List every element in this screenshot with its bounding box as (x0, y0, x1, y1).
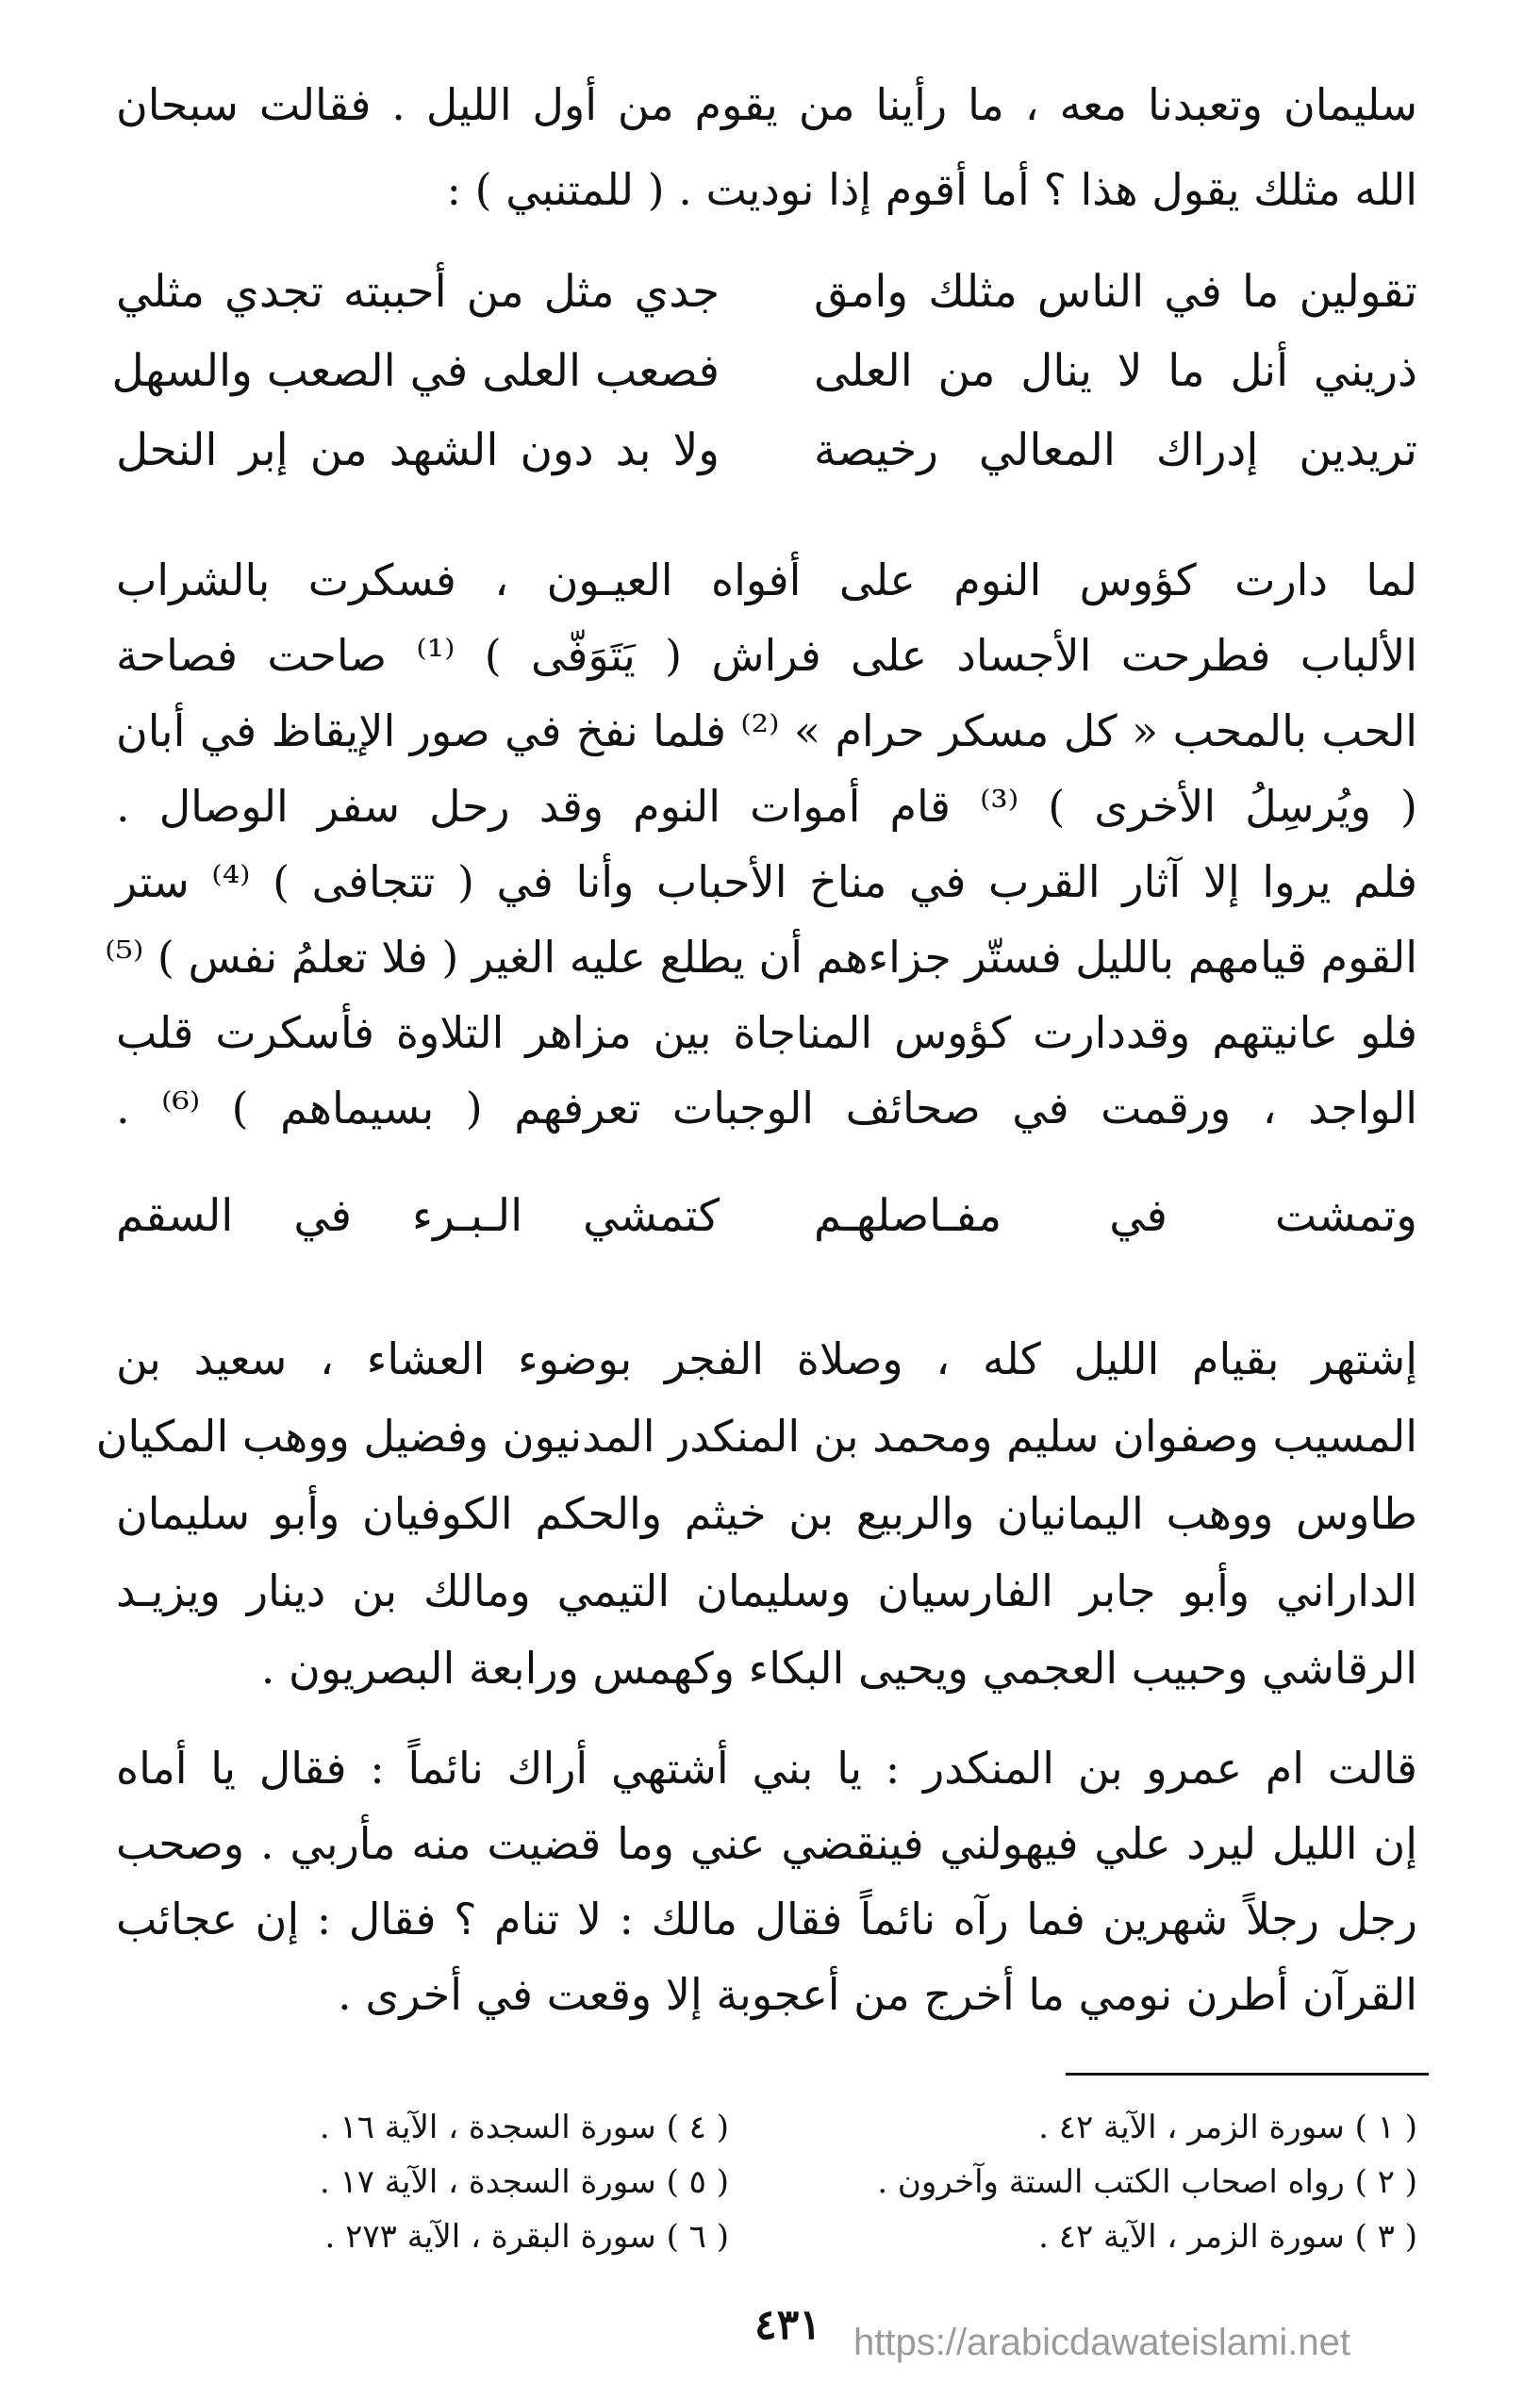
verse-first-hemistich: تريدين إدراك المعالي رخيصة (814, 424, 1417, 476)
text-line: سليمان وتعبدنا معه ، ما رأينا من يقوم من أول الليل . فقالت سبحان (116, 79, 1417, 130)
footnote: ( ٤ ) سورة السجدة ، الآية ١٦ . (319, 2109, 729, 2146)
page-number: ٤٣١ (754, 2301, 821, 2349)
text-line: الداراني وأبو جابر الفارسيان وسليمان التيمي ومالك بن دينار ويزيـد (116, 1565, 1417, 1616)
text-line: القرآن أطرن نومي ما أخرج من أعجوبة إلا وقعت في أخرى . (338, 1969, 1417, 2020)
text-line: فلو عانيتهم وقددارت كؤوس المناجاة بين مزاهر التلاوة فأسكرت قلب (116, 1007, 1417, 1058)
verse-second-hemistich: كتمشي الـبـرء في السقم (116, 1190, 720, 1242)
text-line: الألباب فطرحت الأجساد على فراش ( يَتَوَفّى ) ⁽¹⁾ صاحت فصاحة (116, 630, 1417, 681)
text-line: طاوس ووهب اليمانيان والربيع بن خيثم والحكم الكوفيان وأبو سليمان (116, 1488, 1417, 1539)
text-line: المسيب وصفوان سليم ومحمد بن المنكدر المدنيون وفضيل ووهب المكيان (95, 1411, 1417, 1462)
footnote: ( ٢ ) رواه اصحاب الكتب الستة وآخرون . (877, 2163, 1417, 2201)
footnote: ( ٦ ) سورة البقرة ، الآية ٢٧٣ . (324, 2218, 729, 2256)
footnote: ( ١ ) سورة الزمر ، الآية ٤٢ . (1038, 2109, 1417, 2146)
text-line: رجل رجلاً شهرين فما رآه نائماً فقال مالك : لا تنام ؟ فقال : إن عجائب (116, 1894, 1417, 1944)
footnote: ( ٥ ) سورة السجدة ، الآية ١٧ . (319, 2163, 729, 2201)
text-line: الواجد ، ورقمت في صحائف الوجبات تعرفهم ( بسيماهم ) ⁽⁶⁾ . (116, 1083, 1417, 1133)
text-line: القوم قيامهم بالليل فستّر جزاءهم أن يطلع عليه الغير ( فلا تعلمُ نفس ) ⁽⁵⁾ (105, 932, 1417, 983)
verse-second-hemistich: جدي مثل من أحببته تجدي مثلي (116, 266, 720, 318)
watermark-url: https://arabicdawateislami.net (853, 2322, 1350, 2363)
verse-second-hemistich: فصعب العلى في الصعب والسهل (111, 345, 720, 397)
text-line: الرقاشي وحبيب العجمي ويحيى البكاء وكهمس ورابعة البصريون . (260, 1643, 1417, 1694)
verse-first-hemistich: تقولين ما في الناس مثلك وامق (814, 266, 1417, 318)
verse-first-hemistich: وتمشت في مفـاصلهـم (814, 1190, 1417, 1242)
text-line: قالت ام عمرو بن المنكدر : يا بني أشتهي أراك نائماً : فقال يا أماه (116, 1743, 1417, 1794)
text-line: إن الليل ليرد علي فيهولني فينقضي عني وما قضيت منه مأربي . وصحب (116, 1818, 1417, 1869)
text-line: لما دارت كؤوس النوم على أفواه العيـون ، فسكرت بالشراب (116, 554, 1417, 605)
verse-first-hemistich: ذريني أنل ما لا ينال من العلى (814, 345, 1417, 397)
footnote: ( ٣ ) سورة الزمر ، الآية ٤٢ . (1038, 2218, 1417, 2256)
text-line: الله مثلك يقول هذا ؟ أما أقوم إذا نوديت . ( للمتنبي ) : (446, 164, 1417, 215)
text-line: إشتهر بقيام الليل كله ، وصلاة الفجر بوضوء العشاء ، سعيد بن (116, 1333, 1417, 1384)
verse-second-hemistich: ولا بد دون الشهد من إبر النحل (116, 424, 720, 476)
text-line: الحب بالمحب « كل مسكر حرام » ⁽²⁾ فلما نفخ في صور الإيقاظ في أبان (116, 705, 1417, 756)
text-line: ( ويُرسِلُ الأخرى ) ⁽³⁾ قام أموات النوم وقد رحل سفر الوصال . (116, 781, 1418, 832)
footnote-divider (1066, 2073, 1429, 2076)
text-line: فلم يروا إلا آثار القرب في مناخ الأحباب وأنا في ( تتجافى ) ⁽⁴⁾ ستر (116, 856, 1417, 907)
